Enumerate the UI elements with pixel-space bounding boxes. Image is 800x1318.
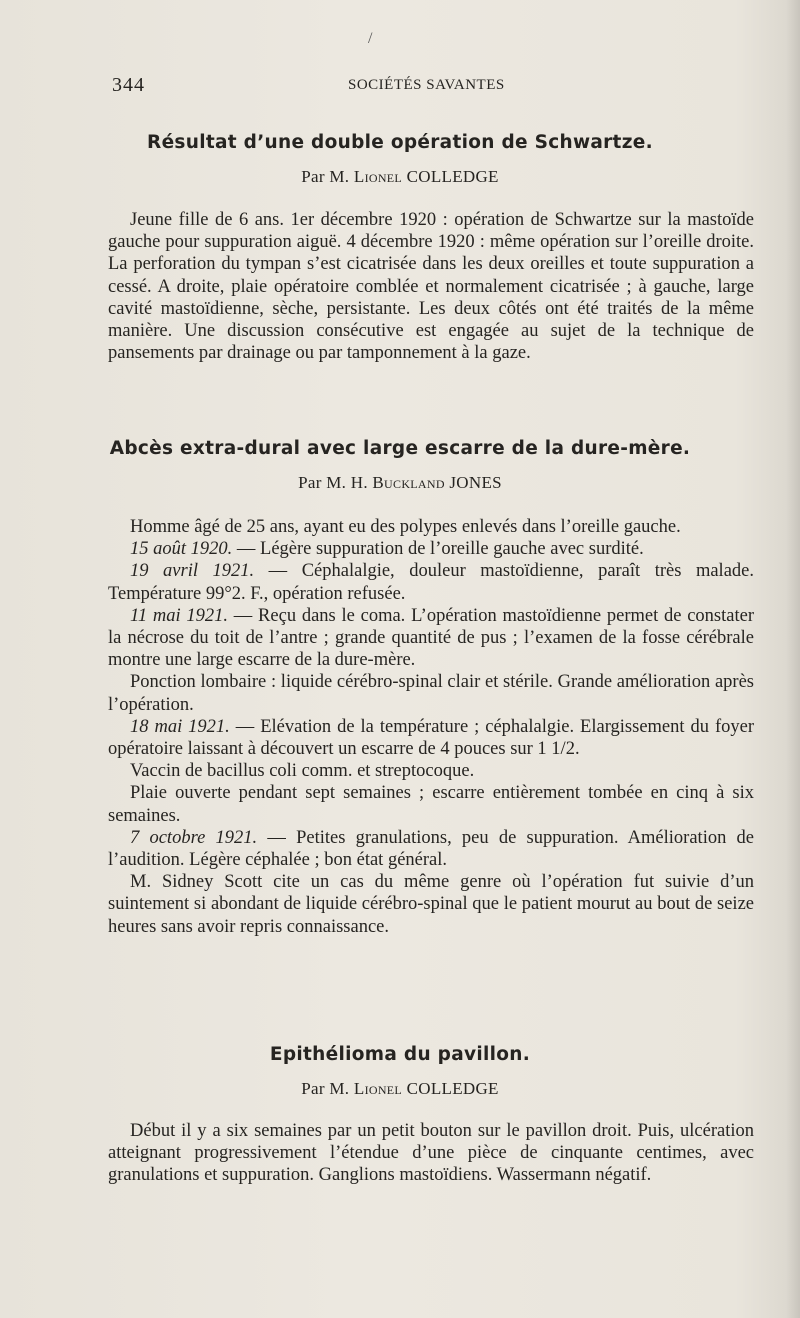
paragraph — [108, 516, 754, 538]
byline-surname: COLLEDGE — [402, 1079, 499, 1098]
paragraph-date: 18 mai 1921. — [130, 716, 230, 737]
page-edge-shadow — [786, 0, 800, 1318]
byline-prefix: Par M. — [301, 167, 354, 186]
section-body-schwartze — [108, 209, 754, 364]
paragraph-date: 19 avril 1921. — [130, 561, 255, 582]
paragraph-text: Homme âgé de 25 ans, ayant eu des polypes enlevés dans l’oreille gauche. — [130, 517, 681, 537]
stray-mark: / — [368, 30, 373, 47]
paragraph — [108, 560, 754, 604]
byline-surname: COLLEDGE — [402, 167, 499, 186]
paragraph — [108, 1120, 754, 1187]
page-header — [112, 74, 672, 98]
paragraph — [108, 871, 754, 938]
paragraph — [108, 671, 754, 715]
paragraph-text: Jeune fille de 6 ans. 1er décembre 1920 : opération de Schwartze sur la mastoïde gauche pour suppuration aiguë. 4 décembre 1920 : même opération sur l’oreille droite. La perforation du tympan s’est cicatrisée dans les deux oreilles et toute suppuration a cessé. A droite, plaie opératoire comblée et normalement cicatrisée ; à gauche, large cavité mastoïdienne, sèche, persistante. Les deux côtés ont été traités de la même manière. Une discussion consécutive est engagée au sujet de la technique de pansements par drainage ou par tamponnement à la gaze. — [108, 210, 754, 364]
paragraph-text: — Reçu dans le coma. L’opération mastoïdienne permet de constater la nécrose du toit de l’antre ; grande quantité de pus ; l’examen de la fosse cérébrale montre une large escarre de la dure-mère. — [108, 605, 754, 671]
section-title-epithelioma: Epithélioma du pavillon. — [269, 1044, 531, 1065]
paragraph-text: — Céphalalgie, douleur mastoïdienne, paraît très malade. Température 99°2. F., opération refusée. — [108, 561, 754, 604]
paragraph-date: 15 août 1920. — [130, 539, 233, 560]
paragraph — [108, 827, 754, 871]
byline-prefix: Par M. — [301, 1079, 354, 1098]
byline-name: Buckland — [372, 473, 445, 492]
paragraph — [108, 760, 754, 782]
paragraph-text: — Petites granulations, peu de suppuration. Amélioration de l’audition. Légère céphalée ; bon état général. — [108, 827, 755, 871]
byline-surname: JONES — [444, 473, 502, 492]
running-head: SOCIÉTÉS SAVANTES — [348, 77, 505, 93]
byline-name: Lionel — [353, 1079, 403, 1098]
paragraph-text: Plaie ouverte pendant sept semaines ; escarre entièrement tombée en cinq à six semaines. — [108, 783, 754, 826]
paragraph — [108, 782, 754, 826]
section-body-epithelioma — [108, 1120, 754, 1187]
paragraph — [108, 209, 754, 364]
paragraph — [108, 538, 754, 560]
section-body-abces — [108, 516, 754, 938]
paragraph-text: Début il y a six semaines par un petit bouton sur le pavillon droit. Puis, ulcération atteignant progressivement l’étendue d’une pièce de cinquante centimes, avec granulations et suppuration. Ganglions mastoïdiens. Wassermann négatif. — [108, 1121, 754, 1186]
paragraph-text: Vaccin de bacillus coli comm. et streptocoque. — [130, 761, 475, 782]
byline-colledge-1 — [108, 167, 692, 187]
paragraph-text: Ponction lombaire : liquide cérébro-spinal clair et stérile. Grande amélioration après l’opération. — [108, 672, 754, 715]
paragraph — [108, 716, 754, 760]
byline-prefix: Par M. H. — [298, 473, 373, 492]
byline-jones — [108, 473, 692, 493]
paragraph-text: — Elévation de la température ; céphalalgie. Elargissement du foyer opératoire laissant à découvert un escarre de 4 pouces sur 1 1/2. — [108, 716, 754, 760]
byline-name: Lionel — [353, 167, 403, 186]
section-title-abces: Abcès extra-dural avec large escarre de la dure-mère. — [109, 438, 691, 459]
paragraph — [108, 605, 754, 672]
paragraph-text: M. Sidney Scott cite un cas du même genre où l’opération fut suivie d’un suintement si abondant de liquide cérébro-spinal que le patient mourut au bout de seize heures sans avoir repris connaissance. — [108, 872, 754, 937]
byline-colledge-2 — [108, 1079, 692, 1099]
paragraph-date: 11 mai 1921. — [130, 605, 229, 626]
section-title-schwartze: Résultat d’une double opération de Schwartze. — [147, 132, 653, 153]
paragraph-text: — Légère suppuration de l’oreille gauche avec surdité. — [232, 539, 644, 560]
page-number: 344 — [112, 74, 145, 96]
paragraph-date: 7 octobre 1921. — [130, 827, 258, 848]
